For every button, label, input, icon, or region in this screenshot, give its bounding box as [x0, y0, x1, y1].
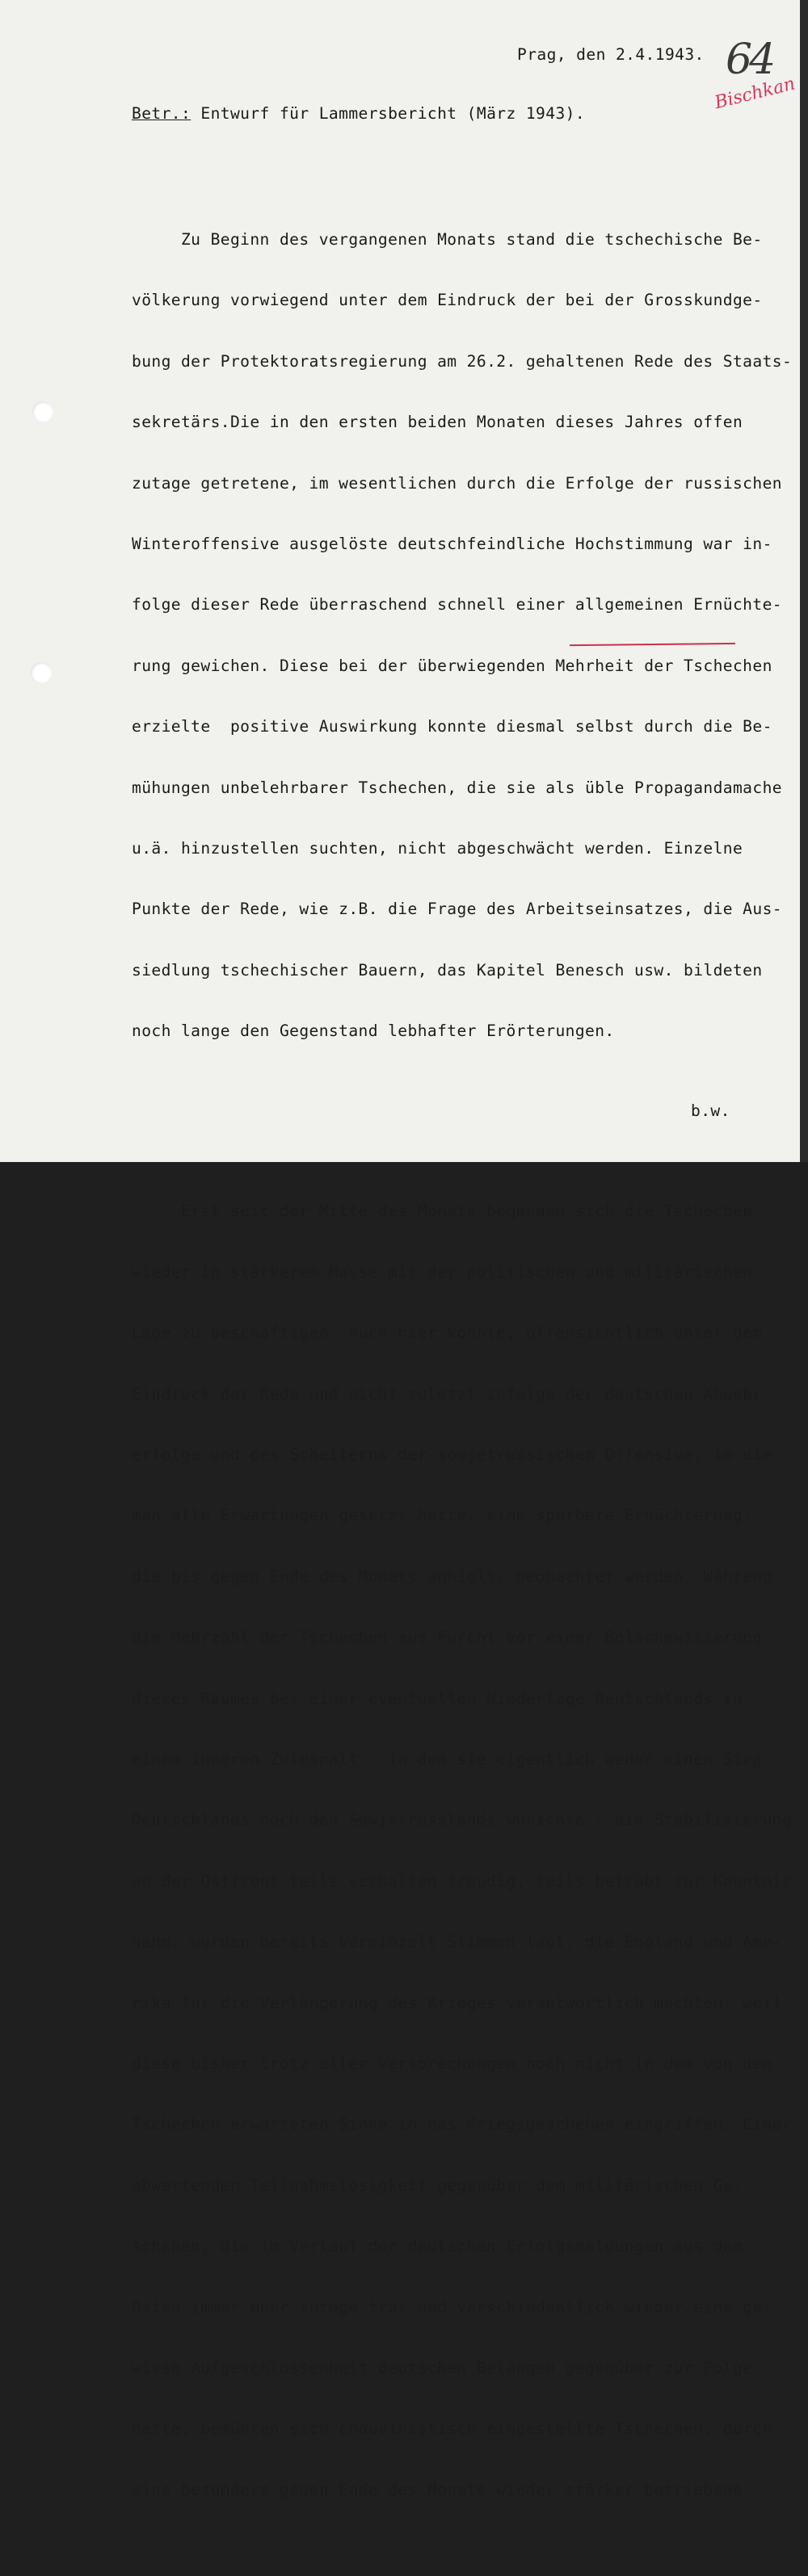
letter-body — [132, 153, 793, 2576]
subject-text: Entwurf für Lammersbericht (März 1943). — [191, 104, 586, 123]
text-line: erfolge und des Scheiterns der sowjetrussischen Offensive, in die — [132, 1445, 772, 1465]
text-line: mühungen unbelehrbarer Tschechen, die sie als üble Propagandamache — [132, 778, 782, 797]
text-line: Eindruck der Rede und nicht zuletzt infolge der deutschen Abwehr- — [132, 1384, 772, 1403]
text-line: Osten immer mehr zutage trat und verschiedentlich wieder eine ge- — [132, 2297, 772, 2317]
text-line: die bis gegen Ende des Monats anhielt, beobachtet werden. Während — [132, 1567, 772, 1586]
text-line: siedlung tschechischer Bauern, das Kapitel Benesch usw. bildeten — [132, 960, 763, 980]
subject-label: Betr.: — [132, 104, 191, 123]
text-line: Punkte der Rede, wie z.B. die Frage des Arbeitseinsatzes, die Aus- — [132, 900, 782, 919]
text-line: Winteroffensive ausgelöste deutschfeindliche Hochstimmung war in- — [132, 534, 772, 553]
text-line: nahm, wurden bereits vereinzelt Stimmen laut, die England und Ame- — [132, 1932, 782, 1952]
paragraph-1 — [132, 191, 793, 1080]
punch-hole-top — [32, 401, 53, 422]
punch-hole-bottom — [31, 662, 52, 683]
paragraph-gap — [132, 1117, 778, 1125]
date-line: Prag, den 2.4.1943. — [517, 45, 705, 64]
text-line: Lage zu beschäftigen. Auch hier konnte, offensichtlich unter dem — [132, 1324, 763, 1343]
text-line: wieder in stärkerem Masse mit der politischen und militärischen — [132, 1262, 753, 1282]
text-line: Zu Beginn des vergangenen Monats stand die tschechische Be- — [132, 230, 763, 249]
text-line: rika für die Verlängerung des Krieges verantwortlich machten, weil — [132, 1993, 782, 2012]
text-line: Deutschlands noch den Sowjetrusslands wünschte - die Stabilisierung — [132, 1810, 793, 1830]
subject-line — [132, 104, 585, 123]
text-line: eine besonders gegen Ende des Monats wieder stärker betriebene — [132, 2480, 743, 2499]
text-line: Tschechen erwarteten Sinne in das Kriegsgeschehen eingriffen. Einer — [132, 2115, 793, 2134]
text-line: noch lange den Gegenstand lebhafter Erörterungen. — [132, 1022, 615, 1041]
text-line: man alle Erwartungen gesetzt hatte, eine spürbare Ernüchterung, — [132, 1506, 753, 1525]
text-line: dieses Raumes bei einer eventuellen Niederlage Deutschlands in — [132, 1689, 743, 1708]
continuation-mark: b.w. — [691, 1101, 730, 1120]
folio-number: 64 — [726, 36, 773, 84]
text-line: bung der Protektoratsregierung am 26.2. gehaltenen Rede des Staats- — [132, 351, 793, 371]
text-line: die Mehrzahl der Tschechen aus Furcht vor einer Bolschewisierung — [132, 1628, 763, 1647]
text-line: hatte, bemühten sich chauvinistisch eingestellte Tschechen, durch — [132, 2419, 772, 2439]
text-line: u.ä. hinzustellen suchten, nicht abgeschwächt werden. Einzelne — [132, 838, 743, 858]
text-line: Erst seit der Mitte des Monats begannen sich die Tschechen — [132, 1202, 753, 1221]
scan-edge — [800, 0, 808, 1162]
text-line: sekretärs.Die in den ersten beiden Monaten dieses Jahres offen — [132, 413, 743, 432]
text-line: rung gewichen. Diese bei der überwiegenden Mehrheit der Tschechen — [132, 656, 772, 675]
text-line: folge dieser Rede überraschend schnell einer allgemeinen Ernüchte- — [132, 595, 782, 615]
text-line: diese bisher trotz aller Versprechungen noch nicht in dem von den — [132, 2054, 772, 2073]
text-line: einem inneren Zwiespalt - in dem sie eigentlich weder einen Sieg — [132, 1749, 763, 1768]
text-line: zutage getretene, im wesentlichen durch die Erfolge der russischen — [132, 473, 782, 493]
text-line: abwartenden Teilnahmslosigkeit gegenüber dem militärischen Ge- — [132, 2175, 743, 2195]
text-line: völkerung vorwiegend unter dem Eindruck der bei der Grosskundge- — [132, 291, 763, 310]
text-line: erzielte positive Auswirkung konnte diesmal selbst durch die Be- — [132, 717, 772, 736]
text-line: schehen, die im Verlauf der deutschen Erfolgsmeldungen aus dem — [132, 2237, 743, 2256]
text-line: wisse Aufgeschlossenheit deutschen Belangen gegenüber zur Folge — [132, 2358, 753, 2377]
text-line: an der Ostfront teils verhalten freudig, teils betrübt zur Kenntnis — [132, 1871, 793, 1890]
handwritten-red-note: Bischkan — [713, 73, 797, 114]
paragraph-2 — [132, 1162, 793, 2539]
